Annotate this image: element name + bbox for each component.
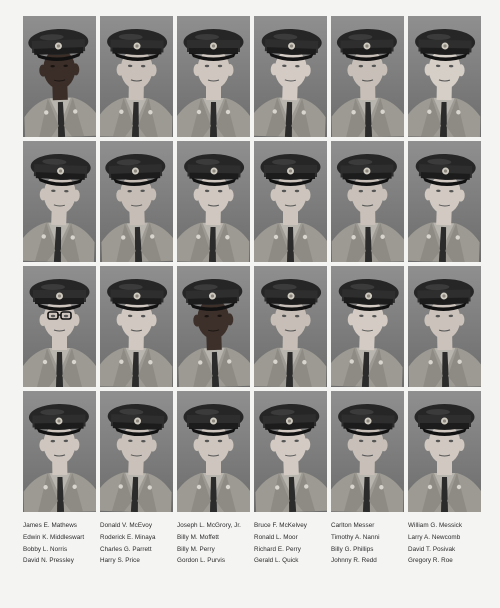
caption-name: Billy M. Perry — [177, 545, 215, 553]
caption-column-3 — [177, 520, 253, 567]
soldier-portrait-photo — [331, 16, 404, 137]
caption-name: Gerald L. Quick — [254, 557, 299, 565]
soldier-portrait-photo — [331, 391, 404, 512]
caption-name: Gregory R. Roe — [408, 557, 453, 565]
soldier-portrait-photo — [23, 141, 96, 262]
caption-name: David N. Pressley — [23, 557, 74, 565]
soldier-portrait-photo — [177, 266, 250, 387]
caption-name: Ronald L. Moor — [254, 533, 298, 541]
caption-name: David T. Posivak — [408, 545, 456, 553]
soldier-portrait-photo — [254, 391, 327, 512]
soldier-portrait-photo — [100, 141, 173, 262]
caption-name: Larry A. Newcomb — [408, 533, 461, 541]
soldier-portrait-photo — [254, 141, 327, 262]
caption-name: Gordon L. Purvis — [177, 557, 226, 565]
caption-name: Joseph L. McGrory, Jr. — [177, 522, 241, 529]
soldier-portrait-photo — [331, 141, 404, 262]
soldier-portrait-photo — [177, 16, 250, 137]
soldier-portrait-photo — [100, 16, 173, 137]
caption-name: James E. Mathews — [23, 522, 77, 529]
soldier-portrait-photo — [177, 141, 250, 262]
caption-name: Timothy A. Nanni — [331, 533, 380, 541]
caption-column-1 — [23, 520, 99, 567]
soldier-portrait-photo — [408, 141, 481, 262]
caption-name: Donald V. McEvoy — [100, 522, 153, 529]
caption-column-4 — [254, 520, 330, 567]
name-captions — [23, 520, 484, 567]
caption-name: Bruce F. McKelvey — [254, 522, 307, 529]
soldier-portrait-photo — [408, 16, 481, 137]
caption-name: Charles G. Parrett — [100, 545, 152, 553]
soldier-portrait-photo — [23, 266, 96, 387]
soldier-portrait-photo — [254, 266, 327, 387]
caption-name: William G. Messick — [408, 522, 463, 529]
soldier-portrait-photo — [23, 391, 96, 512]
soldier-portrait-photo — [408, 391, 481, 512]
caption-name: Roderick E. Minaya — [100, 533, 156, 541]
soldier-portrait-photo — [254, 16, 327, 137]
caption-name: Johnny R. Redd — [331, 557, 377, 565]
soldier-portrait-photo — [23, 16, 96, 137]
portrait-grid — [23, 16, 481, 512]
soldier-portrait-photo — [177, 391, 250, 512]
caption-name: Billy M. Moffett — [177, 533, 219, 541]
soldier-portrait-photo — [100, 391, 173, 512]
soldier-portrait-photo — [408, 266, 481, 387]
caption-column-2 — [100, 520, 176, 567]
caption-column-6 — [408, 520, 484, 567]
caption-name: Edwin K. Middleswart — [23, 533, 85, 541]
caption-column-5 — [331, 520, 407, 567]
caption-name: Richard E. Perry — [254, 545, 301, 553]
caption-name: Billy G. Phillips — [331, 545, 374, 553]
caption-name: Harry S. Price — [100, 557, 140, 565]
caption-name: Bobby L. Norris — [23, 545, 68, 553]
caption-name: Carlton Messer — [331, 522, 375, 529]
soldier-portrait-photo — [331, 266, 404, 387]
soldier-portrait-photo — [100, 266, 173, 387]
